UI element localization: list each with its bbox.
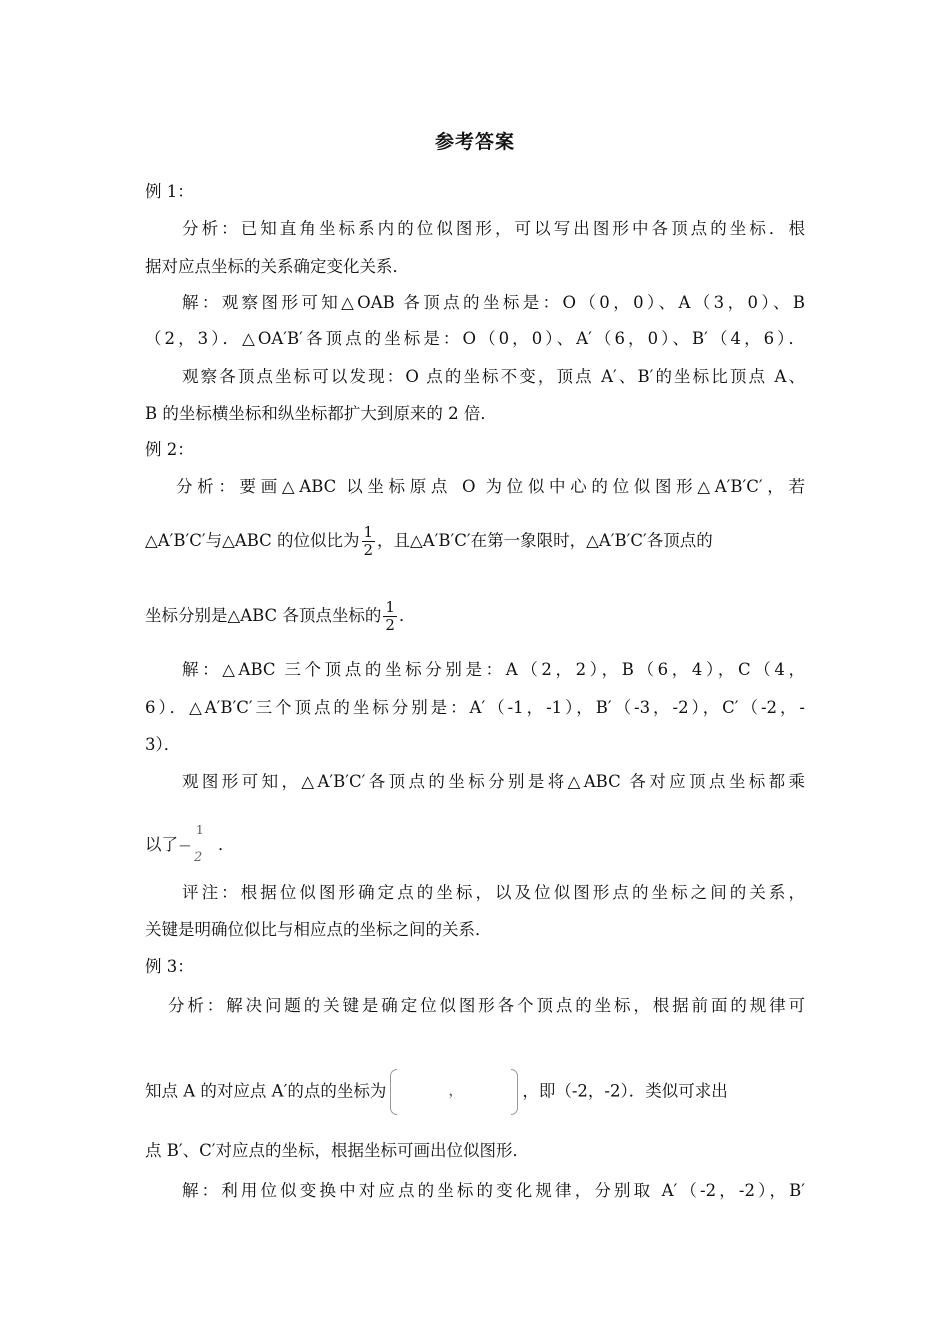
example-1-analysis-line-1: 分析：已知直角坐标系内的位似图形，可以写出图形中各顶点的坐标．根 bbox=[182, 219, 805, 238]
example-1-solution-line-2: （2，3）．△OA′B′各顶点的坐标是：O（0，0）、A′（6，0）、B′（4，6）． bbox=[145, 329, 805, 348]
example-3-analysis-line-1: 分析：解决问题的关键是确定位似图形各个顶点的坐标，根据前面的规律可 bbox=[168, 996, 805, 1015]
right-parenthesis bbox=[511, 1069, 518, 1115]
example-2-label: 例 2： bbox=[145, 440, 194, 459]
example-2-observation-line-1: 观图形可知，△A′B′C′各顶点的坐标分别是将△ABC 各对应顶点坐标都乘 bbox=[182, 772, 805, 791]
example-1-solution-line-1: 解：观察图形可知△OAB 各顶点的坐标是：O（0，0）、A（3，0）、B bbox=[182, 293, 805, 312]
example-3-analysis-line-2-start: 知点 A 的对应点 A′的点的坐标为 bbox=[145, 1081, 387, 1101]
example-3-label: 例 3： bbox=[145, 957, 194, 976]
example-2-comment-line-2: 关键是明确位似比与相应点的坐标之间的关系． bbox=[145, 920, 492, 939]
left-parenthesis bbox=[390, 1069, 397, 1115]
coordinate-comma: ， bbox=[448, 1081, 464, 1099]
example-3-solution-line-1: 解：利用位似变换中对应点的坐标的变化规律，分别取 A′（-2，-2），B′ bbox=[182, 1181, 805, 1200]
page-title: 参考答案 bbox=[434, 131, 515, 153]
example-2-comment-line-1: 评注：根据位似图形确定点的坐标，以及位似图形点的坐标之间的关系， bbox=[182, 883, 805, 902]
example-2-analysis-line-2-end: ，且△A′B′C′在第一象限时，△A′B′C′各顶点的 bbox=[377, 531, 713, 550]
example-2-analysis-line-3-start: 坐标分别是△ABC 各顶点坐标的 bbox=[145, 606, 382, 625]
example-3-analysis-line-2-end: ，即（-2，-2）．类似可求出 bbox=[522, 1081, 728, 1101]
example-2-analysis-line-1: 分析：要画△ABC 以坐标原点 O 为位似中心的位似图形△A′B′C′，若 bbox=[176, 477, 805, 496]
fraction-denominator: 2 bbox=[363, 541, 374, 559]
example-2-analysis-line-2 bbox=[145, 524, 713, 559]
example-1-observation-line-2: B 的坐标横坐标和纵坐标都扩大到原来的 2 倍． bbox=[145, 404, 497, 423]
example-3-analysis-line-2 bbox=[145, 1069, 728, 1115]
example-2-solution-line-1: 解：△ABC 三个顶点的坐标分别是：A（2，2），B（6，4），C（4， bbox=[182, 660, 805, 679]
example-1-observation-line-1: 观察各顶点坐标可以发现：O 点的坐标不变，顶点 A′、B′的坐标比顶点 A、 bbox=[182, 367, 805, 386]
fraction-numerator: 1 bbox=[363, 523, 374, 541]
example-2-analysis-line-3-end: ． bbox=[398, 606, 416, 625]
minus-sign: − bbox=[178, 835, 192, 855]
fraction-numerator: 1 bbox=[385, 598, 395, 616]
example-2-analysis-line-2-start: △A′B′C′与△ABC 的位似比为 bbox=[145, 531, 360, 550]
example-1-label: 例 1： bbox=[145, 182, 194, 201]
example-2-analysis-line-3 bbox=[145, 599, 415, 634]
one-half-fraction bbox=[362, 524, 376, 559]
example-1-analysis-line-2: 据对应点坐标的关系确定变化关系． bbox=[145, 257, 409, 276]
fraction-denominator: 2 bbox=[385, 616, 395, 634]
example-2-solution-line-2: 6）．△A′B′C′三个顶点的坐标分别是：A′（-1，-1），B′（-3，-2），C′（-2，- bbox=[145, 698, 805, 717]
example-2-observation-line-2-end: ． bbox=[218, 835, 235, 854]
example-2-solution-line-3: 3）． bbox=[145, 735, 181, 754]
example-2-observation-line-2-start: 以了 bbox=[145, 835, 178, 854]
fraction-denominator: 2 bbox=[194, 849, 203, 865]
one-half-fraction bbox=[383, 599, 397, 634]
negative-one-half-fraction bbox=[178, 822, 218, 865]
example-2-observation-line-2 bbox=[145, 822, 235, 865]
fraction-numerator: 1 bbox=[196, 822, 204, 837]
coordinate-placeholder-parentheses bbox=[390, 1069, 518, 1115]
example-3-analysis-line-3: 点 B′、C′对应点的坐标，根据坐标可画出位似图形． bbox=[145, 1141, 529, 1160]
